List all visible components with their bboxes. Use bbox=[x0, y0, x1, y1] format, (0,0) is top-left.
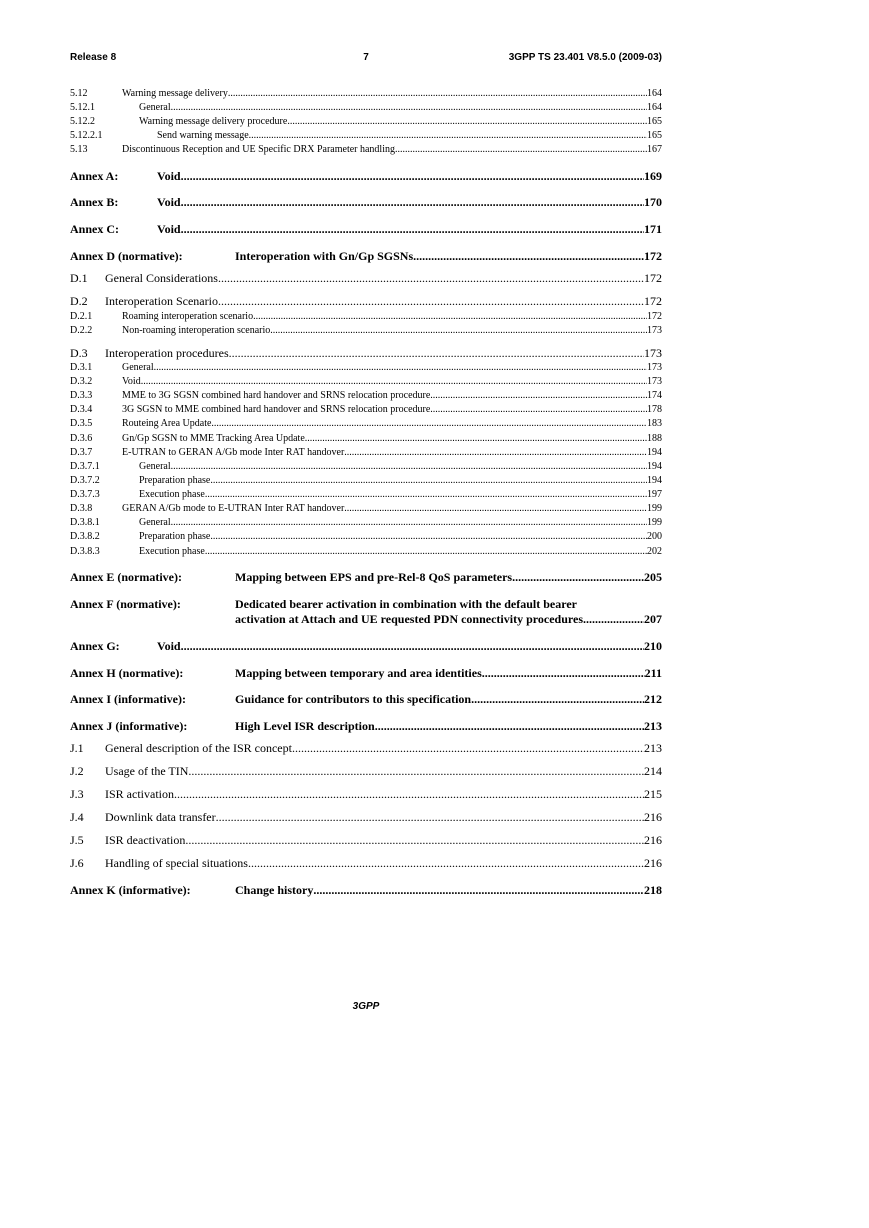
toc-annex-h[interactable]: Annex H (normative): Mapping between temporary and area identities ..... 211 bbox=[70, 666, 662, 682]
toc-entry-5-12-2-1[interactable]: 5.12.2.1 Send warning message ..... 165 bbox=[70, 130, 662, 143]
toc-entry-j-4[interactable]: J.4 Downlink data transfer ..... 216 bbox=[70, 810, 662, 826]
toc-entry-j-1[interactable]: J.1 General description of the ISR concept ..... 213 bbox=[70, 741, 662, 757]
page-header bbox=[70, 52, 662, 66]
toc-entry-5-12-2[interactable]: 5.12.2 Warning message delivery procedure ..... 165 bbox=[70, 116, 662, 129]
page-number: 7 bbox=[363, 52, 369, 63]
toc-entry-d-3-4[interactable]: D.3.4 3G SGSN to MME combined hard handover and SRNS relocation procedure ..... 178 bbox=[70, 404, 662, 417]
toc-entry-d-3-8-2[interactable]: D.3.8.2 Preparation phase ..... 200 bbox=[70, 531, 662, 544]
toc-entry-d-2[interactable]: D.2 Interoperation Scenario ..... 172 bbox=[70, 294, 662, 310]
toc-entry-d-3-7-3[interactable]: D.3.7.3 Execution phase ..... 197 bbox=[70, 489, 662, 502]
toc-entry-d-3-8-3[interactable]: D.3.8.3 Execution phase ..... 202 bbox=[70, 546, 662, 559]
toc-entry-d-3-2[interactable]: D.3.2 Void ..... 173 bbox=[70, 376, 662, 389]
toc-entry-d-3-7-2[interactable]: D.3.7.2 Preparation phase ..... 194 bbox=[70, 475, 662, 488]
toc-entry-d-3-5[interactable]: D.3.5 Routeing Area Update ..... 183 bbox=[70, 418, 662, 431]
toc-entry-j-3[interactable]: J.3 ISR activation ..... 215 bbox=[70, 787, 662, 803]
toc-entry-j-2[interactable]: J.2 Usage of the TIN ..... 214 bbox=[70, 764, 662, 780]
toc-entry-d-3-8-1[interactable]: D.3.8.1 General ..... 199 bbox=[70, 517, 662, 530]
toc-entry-j-5[interactable]: J.5 ISR deactivation ..... 216 bbox=[70, 833, 662, 849]
toc-entry-d-2-1[interactable]: D.2.1 Roaming interoperation scenario ..... 172 bbox=[70, 311, 662, 324]
toc-annex-j[interactable]: Annex J (informative): High Level ISR description ..... 213 bbox=[70, 719, 662, 735]
toc-entry-d-3-8[interactable]: D.3.8 GERAN A/Gb mode to E-UTRAN Inter RAT handover ..... 199 bbox=[70, 503, 662, 516]
toc-annex-a[interactable]: Annex A: Void ..... 169 bbox=[70, 169, 662, 185]
toc-entry-d-3-3[interactable]: D.3.3 MME to 3G SGSN combined hard handover and SRNS relocation procedure ..... 174 bbox=[70, 390, 662, 403]
toc-annex-g[interactable]: Annex G: Void ..... 210 bbox=[70, 639, 662, 655]
toc-annex-d[interactable]: Annex D (normative): Interoperation with Gn/Gp SGSNs ..... 172 bbox=[70, 249, 662, 265]
toc-entry-5-12-1[interactable]: 5.12.1 General ..... 164 bbox=[70, 102, 662, 115]
toc-annex-b[interactable]: Annex B: Void ..... 170 bbox=[70, 195, 662, 211]
toc-entry-d-3-7[interactable]: D.3.7 E-UTRAN to GERAN A/Gb mode Inter RAT handover ..... 194 bbox=[70, 447, 662, 460]
toc-annex-k[interactable]: Annex K (informative): Change history ..... 218 bbox=[70, 883, 662, 899]
toc-entry-5-13[interactable]: 5.13 Discontinuous Reception and UE Specific DRX Parameter handling ..... 167 bbox=[70, 144, 662, 157]
toc-entry-d-3[interactable]: D.3 Interoperation procedures ..... 173 bbox=[70, 346, 662, 362]
page-footer: 3GPP bbox=[352, 1001, 380, 1012]
toc-annex-f[interactable]: Annex F (normative): Dedicated bearer activation in combination with the default bearer activation at Attach and UE requested PDN connectivity procedures ..... 207 bbox=[70, 597, 662, 629]
toc-entry-d-1[interactable]: D.1 General Considerations ..... 172 bbox=[70, 271, 662, 287]
toc-annex-e[interactable]: Annex E (normative): Mapping between EPS and pre-Rel-8 QoS parameters ..... 205 bbox=[70, 570, 662, 586]
spec-identifier: 3GPP TS 23.401 V8.5.0 (2009-03) bbox=[508, 52, 662, 63]
toc-entry-d-3-7-1[interactable]: D.3.7.1 General ..... 194 bbox=[70, 461, 662, 474]
toc-entry-5-12[interactable]: 5.12 Warning message delivery ..... 164 bbox=[70, 88, 662, 101]
toc-annex-c[interactable]: Annex C: Void ..... 171 bbox=[70, 222, 662, 238]
toc-entry-j-6[interactable]: J.6 Handling of special situations ..... 216 bbox=[70, 856, 662, 872]
toc-entry-d-3-6[interactable]: D.3.6 Gn/Gp SGSN to MME Tracking Area Update ..... 188 bbox=[70, 433, 662, 446]
toc-entry-d-3-1[interactable]: D.3.1 General ..... 173 bbox=[70, 362, 662, 375]
toc-annex-i[interactable]: Annex I (informative): Guidance for contributors to this specification ..... 212 bbox=[70, 692, 662, 708]
release-label: Release 8 bbox=[70, 52, 117, 63]
toc-entry-d-2-2[interactable]: D.2.2 Non-roaming interoperation scenario ..... 173 bbox=[70, 325, 662, 338]
